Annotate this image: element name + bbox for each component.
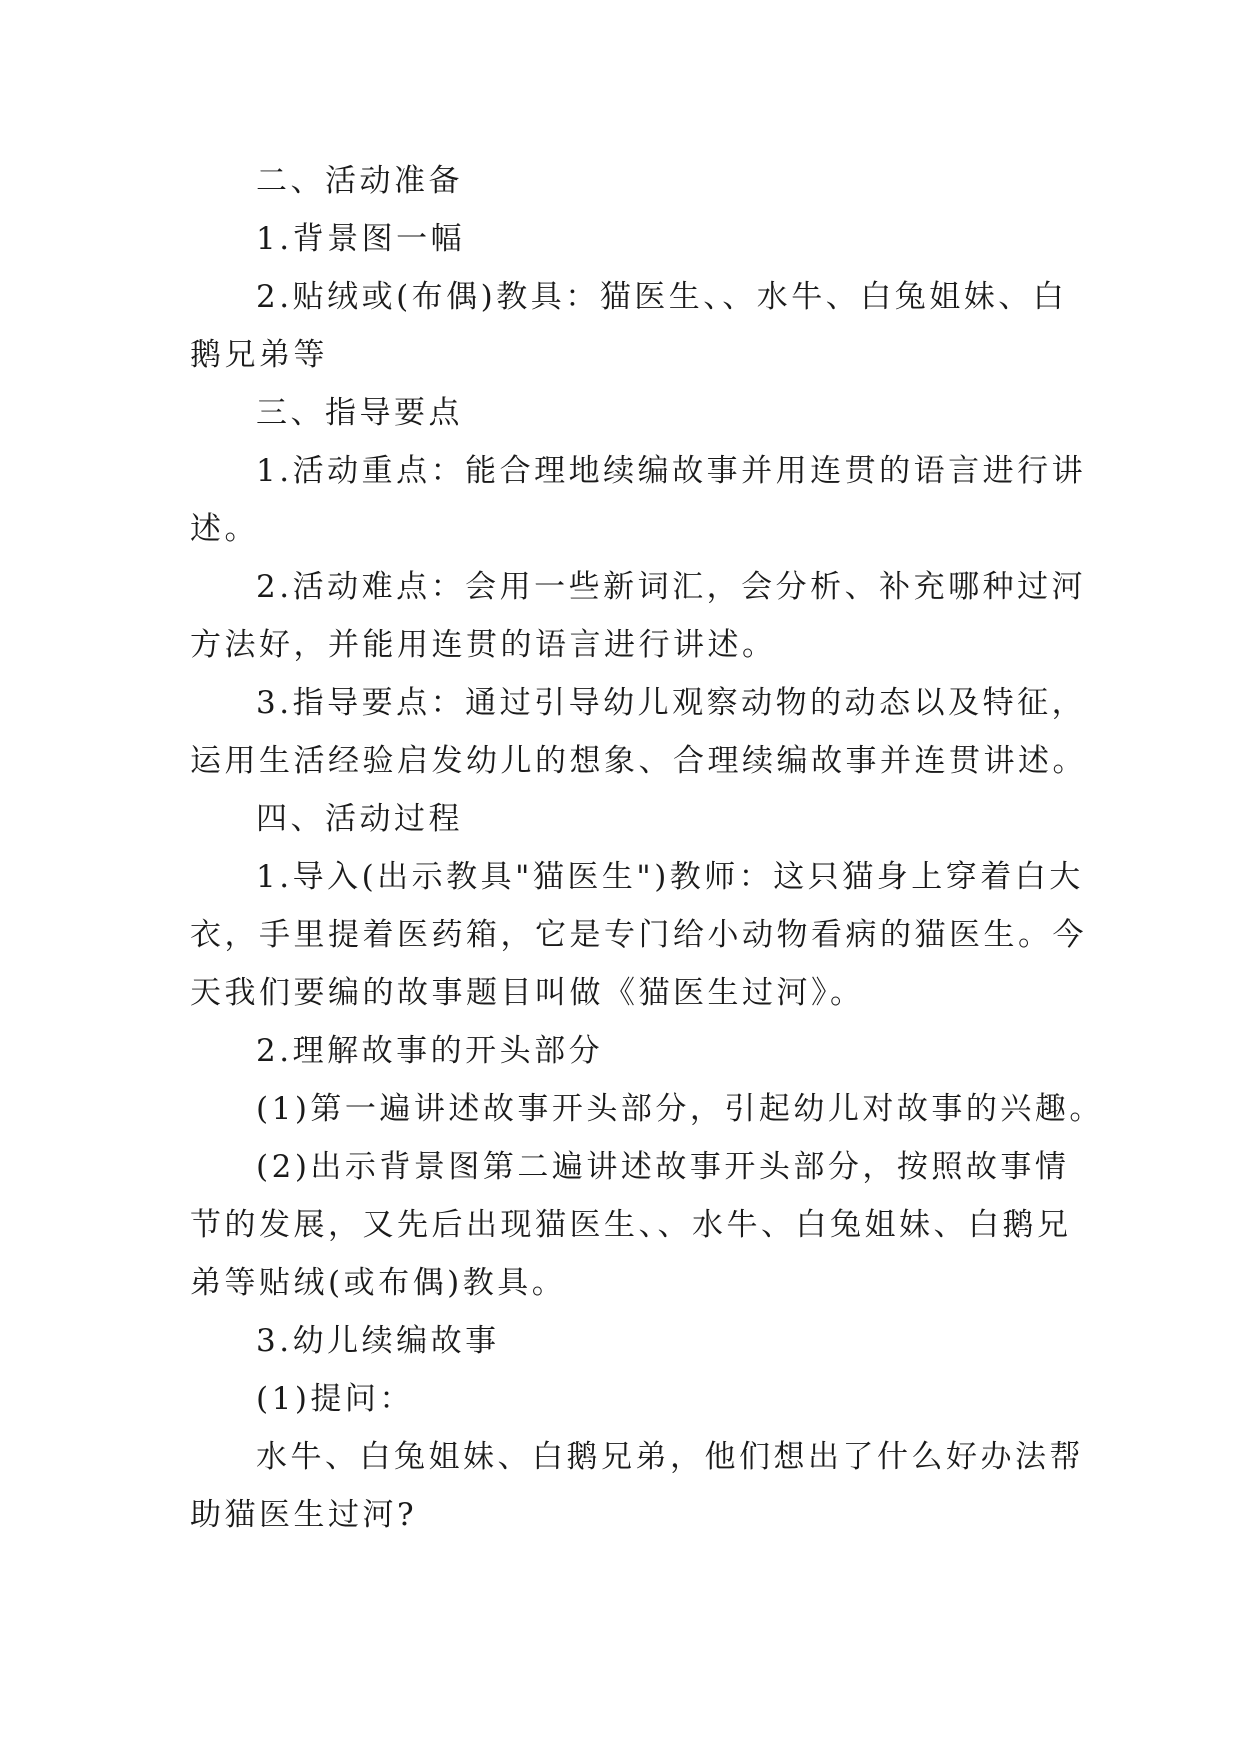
paragraph-line: 方法好，并能用连贯的语言进行讲述。 — [190, 627, 777, 663]
paragraph-line: (1)提问： — [256, 1381, 414, 1417]
paragraph-line: 2.贴绒或(布偶)教具：猫医生、、水牛、白兔姐妹、白 — [256, 279, 1068, 315]
paragraph-line: 2.理解故事的开头部分 — [256, 1033, 604, 1069]
paragraph-line: 2.活动难点：会用一些新词汇，会分析、补充哪种过河 — [256, 569, 1087, 605]
paragraph-line: (2)出示背景图第二遍讲述故事开头部分，按照故事情 — [256, 1149, 1070, 1185]
paragraph-line: 鹅兄弟等 — [190, 337, 328, 373]
paragraph-line: 述。 — [190, 511, 259, 547]
section-heading-guidance: 三、指导要点 — [256, 395, 463, 431]
paragraph-line: 衣，手里提着医药箱，它是专门给小动物看病的猫医生。今 — [190, 917, 1087, 953]
paragraph-line: 1.导入(出示教具"猫医生")教师：这只猫身上穿着白大 — [256, 859, 1084, 895]
document-body — [190, 152, 1104, 1544]
paragraph-line: 运用生活经验启发幼儿的想象、合理续编故事并连贯讲述。 — [190, 743, 1087, 779]
paragraph-line: 3.幼儿续编故事 — [256, 1323, 500, 1359]
paragraph-line: 助猫医生过河? — [190, 1497, 418, 1533]
paragraph-line: 3.指导要点：通过引导幼儿观察动物的动态以及特征， — [256, 685, 1087, 721]
paragraph-line: 天我们要编的故事题目叫做《猫医生过河》。 — [190, 975, 865, 1011]
paragraph-line: 1.背景图一幅 — [256, 221, 466, 257]
paragraph-line: 弟等贴绒(或布偶)教具。 — [190, 1265, 567, 1301]
paragraph-line: 水牛、白兔姐妹、白鹅兄弟，他们想出了什么好办法帮 — [256, 1439, 1084, 1475]
paragraph-line: 1.活动重点：能合理地续编故事并用连贯的语言进行讲 — [256, 453, 1087, 489]
section-heading-process: 四、活动过程 — [256, 801, 463, 837]
paragraph-line: (1)第一遍讲述故事开头部分，引起幼儿对故事的兴趣。 — [256, 1091, 1104, 1127]
section-heading-preparation: 二、活动准备 — [256, 163, 463, 199]
paragraph-line: 节的发展，又先后出现猫医生、、水牛、白兔姐妹、白鹅兄 — [190, 1207, 1072, 1243]
